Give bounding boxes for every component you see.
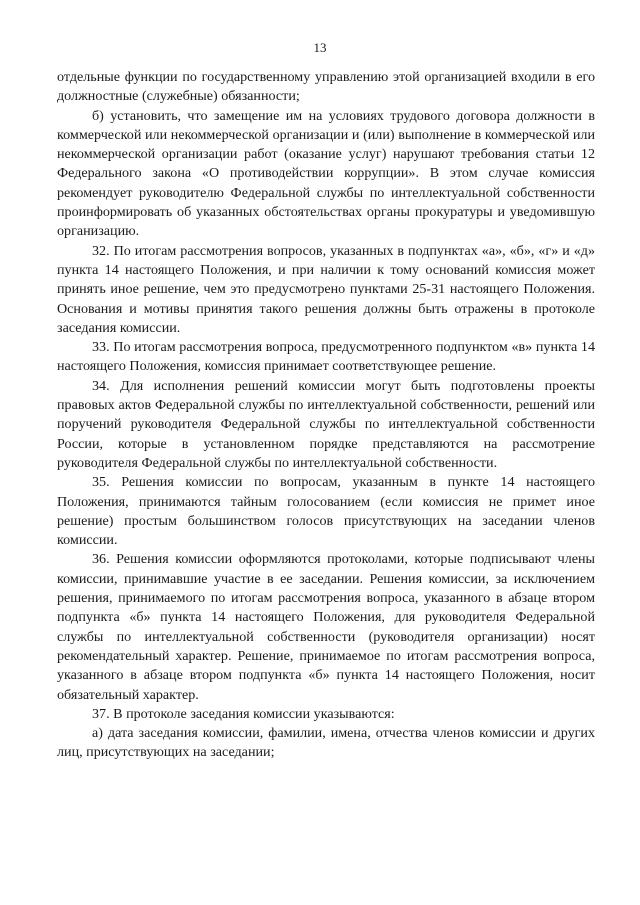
page-number: 13 (313, 40, 327, 55)
paragraph-subitem-b: б) установить, что замещение им на условиях трудового договора должности в коммерческой или некоммерческой организации и (или) выполнение в коммерческой или некоммерческой организации работ (оказание услуг) нарушают требования статьи 12 Федерального закона «О противодействии коррупции». В этом случае комиссия рекомендует руководителю Федеральной службы по интеллектуальной собственности проинформировать об указанных обстоятельствах органы прокуратуры и уведомившую организацию. (57, 107, 595, 240)
document-body (57, 68, 595, 763)
paragraph-37-subitem-a: а) дата заседания комиссии, фамилии, имена, отчества членов комиссии и других лиц, присутствующих на заседании; (57, 725, 595, 761)
paragraph-continuation: отдельные функции по государственному управлению этой организацией входили в его должностные (служебные) обязанности; (57, 69, 595, 105)
paragraph-34: 34. Для исполнения решений комиссии могут быть подготовлены проекты правовых актов Федеральной службы по интеллектуальной собственности, решений или поручений руководителя Федеральной службы по интеллектуальной собственности России, которые в установленном порядке представляются на рассмотрение руководителя Федеральной службы по интеллектуальной собственности. (57, 377, 595, 471)
paragraph-37: 37. В протоколе заседания комиссии указываются: (92, 705, 395, 722)
paragraph-35: 35. Решения комиссии по вопросам, указанным в пункте 14 настоящего Положения, принимаются тайным голосованием (если комиссия не примет иное решение) простым большинством голосов присутствующих на заседании членов комиссии. (57, 474, 595, 549)
paragraph-33: 33. По итогам рассмотрения вопроса, предусмотренного подпунктом «в» пункта 14 настоящего Положения, комиссия принимает соответствующее решение. (57, 339, 595, 375)
paragraph-32: 32. По итогам рассмотрения вопросов, указанных в подпунктах «а», «б», «г» и «д» пункта 14 настоящего Положения, и при наличии к тому оснований комиссия может принять иное решение, чем это предусмотрено пунктами 25-31 настоящего Положения. Основания и мотивы принятия такого решения должны быть отражены в протоколе заседания комиссии. (57, 242, 595, 336)
paragraph-36: 36. Решения комиссии оформляются протоколами, которые подписывают члены комиссии, принимавшие участие в ее заседании. Решения комиссии, за исключением решения, принимаемого по итогам рассмотрения вопроса, указанного в абзаце втором подпункта «б» пункта 14 настоящего Положения, для руководителя Федеральной службы по интеллектуальной собственности (руководителя организации) носят рекомендательный характер. Решение, принимаемое по итогам рассмотрения вопроса, указанного в абзаце втором подпункта «б» пункта 14 настоящего Положения, носит обязательный характер. (57, 551, 595, 703)
